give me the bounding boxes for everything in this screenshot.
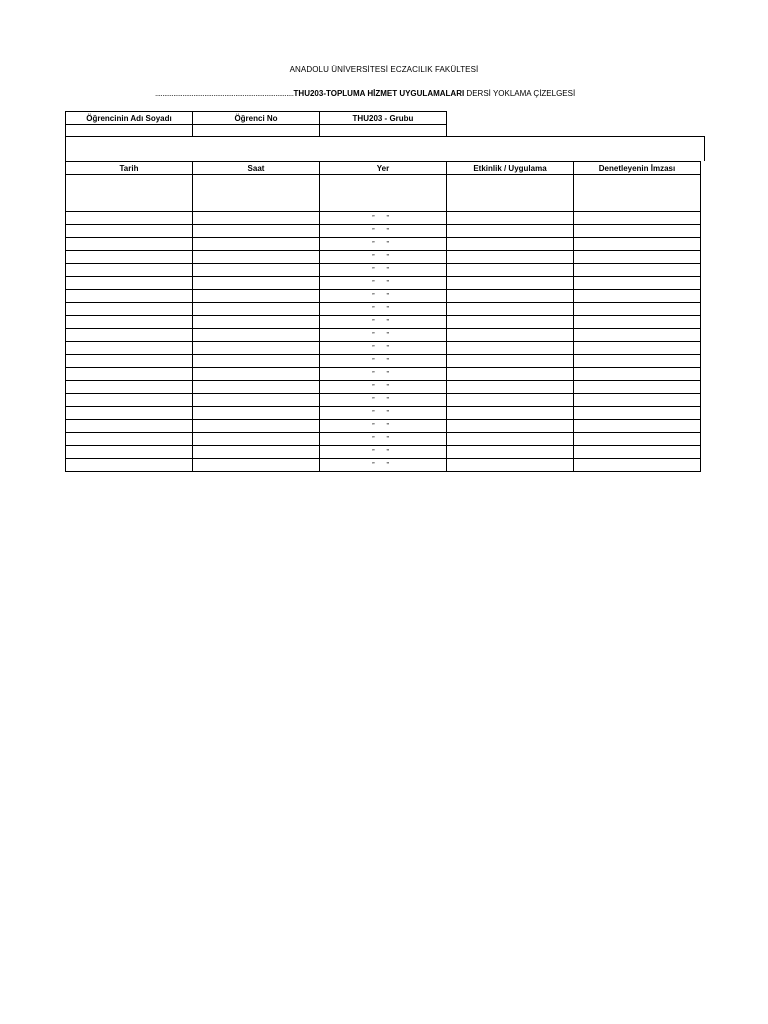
date-cell[interactable] <box>66 329 193 342</box>
place-cell[interactable] <box>320 420 447 433</box>
table-row <box>66 433 701 446</box>
time-cell[interactable] <box>193 277 320 290</box>
place-cell[interactable] <box>320 175 447 212</box>
signature-cell[interactable] <box>574 368 701 381</box>
date-cell[interactable] <box>66 175 193 212</box>
date-cell[interactable] <box>66 420 193 433</box>
date-cell[interactable] <box>66 407 193 420</box>
place-cell[interactable] <box>320 381 447 394</box>
ditto-mark: ” ” <box>372 345 394 352</box>
place-cell[interactable] <box>320 407 447 420</box>
time-cell[interactable] <box>193 290 320 303</box>
date-cell[interactable] <box>66 433 193 446</box>
activity-cell[interactable] <box>447 264 574 277</box>
header-place: Yer <box>320 162 447 175</box>
signature-cell[interactable] <box>574 446 701 459</box>
activity-cell[interactable] <box>447 459 574 472</box>
activity-cell[interactable] <box>447 368 574 381</box>
activity-cell[interactable] <box>447 433 574 446</box>
activity-cell[interactable] <box>447 446 574 459</box>
table-row <box>66 316 701 329</box>
time-cell[interactable] <box>193 446 320 459</box>
ditto-mark: ” ” <box>372 319 394 326</box>
signature-cell[interactable] <box>574 329 701 342</box>
activity-cell[interactable] <box>447 303 574 316</box>
activity-cell[interactable] <box>447 342 574 355</box>
subtitle-dots: ............................................................................ <box>155 89 294 98</box>
activity-cell[interactable] <box>447 420 574 433</box>
date-cell[interactable] <box>66 251 193 264</box>
time-cell[interactable] <box>193 225 320 238</box>
time-cell[interactable] <box>193 175 320 212</box>
place-cell[interactable] <box>320 329 447 342</box>
student-no-cell[interactable] <box>193 125 320 137</box>
activity-cell[interactable] <box>447 355 574 368</box>
place-cell[interactable] <box>320 368 447 381</box>
time-cell[interactable] <box>193 251 320 264</box>
date-cell[interactable] <box>66 368 193 381</box>
time-cell[interactable] <box>193 238 320 251</box>
signature-cell[interactable] <box>574 407 701 420</box>
time-cell[interactable] <box>193 407 320 420</box>
place-cell[interactable] <box>320 342 447 355</box>
place-cell[interactable] <box>320 225 447 238</box>
time-cell[interactable] <box>193 316 320 329</box>
signature-cell[interactable] <box>574 264 701 277</box>
date-cell[interactable] <box>66 381 193 394</box>
subtitle-course: THU203-TOPLUMA HİZMET UYGULAMALARI <box>293 89 465 98</box>
place-cell[interactable] <box>320 238 447 251</box>
table-row <box>66 342 701 355</box>
time-cell[interactable] <box>193 420 320 433</box>
activity-cell[interactable] <box>447 316 574 329</box>
signature-cell[interactable] <box>574 212 701 225</box>
ditto-mark: ” ” <box>372 384 394 391</box>
place-cell[interactable] <box>320 394 447 407</box>
signature-cell[interactable] <box>574 303 701 316</box>
place-cell[interactable] <box>320 459 447 472</box>
ditto-mark: ” ” <box>372 371 394 378</box>
activity-cell[interactable] <box>447 381 574 394</box>
table-row <box>66 225 701 238</box>
date-cell[interactable] <box>66 212 193 225</box>
place-cell[interactable] <box>320 433 447 446</box>
faculty-title: ANADOLU ÜNİVERSİTESİ ECZACILIK FAKÜLTESİ <box>289 65 479 74</box>
signature-cell[interactable] <box>574 251 701 264</box>
place-cell[interactable] <box>320 290 447 303</box>
date-cell[interactable] <box>66 459 193 472</box>
header-signature: Denetleyenin İmzası <box>574 162 701 175</box>
activity-cell[interactable] <box>447 225 574 238</box>
place-cell[interactable] <box>320 446 447 459</box>
table-row <box>66 420 701 433</box>
signature-cell[interactable] <box>574 381 701 394</box>
table-row <box>66 459 701 472</box>
place-cell[interactable] <box>320 303 447 316</box>
activity-cell[interactable] <box>447 251 574 264</box>
date-cell[interactable] <box>66 290 193 303</box>
ditto-mark: ” ” <box>372 436 394 443</box>
header-activity: Etkinlik / Uygulama <box>447 162 574 175</box>
blank-area <box>65 136 705 161</box>
time-cell[interactable] <box>193 381 320 394</box>
signature-cell[interactable] <box>574 316 701 329</box>
header-group: THU203 - Grubu <box>320 112 447 125</box>
ditto-mark: ” ” <box>372 449 394 456</box>
date-cell[interactable] <box>66 316 193 329</box>
date-cell[interactable] <box>66 394 193 407</box>
time-cell[interactable] <box>193 355 320 368</box>
student-info-table <box>65 111 447 137</box>
table-row <box>66 446 701 459</box>
table-row <box>66 238 701 251</box>
student-name-cell[interactable] <box>66 125 193 137</box>
date-cell[interactable] <box>66 355 193 368</box>
table-row <box>66 394 701 407</box>
header-date: Tarih <box>66 162 193 175</box>
ditto-mark: ” ” <box>372 241 394 248</box>
signature-cell[interactable] <box>574 459 701 472</box>
subtitle-rest: DERSİ YOKLAMA ÇİZELGESİ <box>464 89 576 98</box>
document-subtitle <box>155 89 575 98</box>
signature-cell[interactable] <box>574 394 701 407</box>
activity-cell[interactable] <box>447 175 574 212</box>
activity-cell[interactable] <box>447 290 574 303</box>
date-cell[interactable] <box>66 264 193 277</box>
ditto-mark: ” ” <box>372 254 394 261</box>
date-cell[interactable] <box>66 342 193 355</box>
ditto-mark: ” ” <box>372 280 394 287</box>
signature-cell[interactable] <box>574 433 701 446</box>
table-row <box>66 303 701 316</box>
signature-cell[interactable] <box>574 277 701 290</box>
signature-cell[interactable] <box>574 225 701 238</box>
date-cell[interactable] <box>66 303 193 316</box>
date-cell[interactable] <box>66 225 193 238</box>
signature-cell[interactable] <box>574 355 701 368</box>
table-row <box>66 277 701 290</box>
signature-cell[interactable] <box>574 238 701 251</box>
ditto-mark: ” ” <box>372 228 394 235</box>
table-row <box>66 251 701 264</box>
ditto-mark: ” ” <box>372 397 394 404</box>
place-cell[interactable] <box>320 277 447 290</box>
activity-cell[interactable] <box>447 277 574 290</box>
header-student-no: Öğrenci No <box>193 112 320 125</box>
place-cell[interactable] <box>320 355 447 368</box>
table-row <box>66 329 701 342</box>
ditto-mark: ” ” <box>372 306 394 313</box>
table-row <box>66 175 701 212</box>
activity-cell[interactable] <box>447 329 574 342</box>
ditto-mark: ” ” <box>372 423 394 430</box>
signature-cell[interactable] <box>574 290 701 303</box>
ditto-mark: ” ” <box>372 215 394 222</box>
date-cell[interactable] <box>66 238 193 251</box>
time-cell[interactable] <box>193 212 320 225</box>
ditto-mark: ” ” <box>372 293 394 300</box>
signature-cell[interactable] <box>574 342 701 355</box>
time-cell[interactable] <box>193 329 320 342</box>
ditto-mark: ” ” <box>372 332 394 339</box>
table-row <box>66 368 701 381</box>
table-row <box>66 212 701 225</box>
time-cell[interactable] <box>193 303 320 316</box>
time-cell[interactable] <box>193 394 320 407</box>
activity-cell[interactable] <box>447 394 574 407</box>
place-cell[interactable] <box>320 316 447 329</box>
place-cell[interactable] <box>320 251 447 264</box>
ditto-mark: ” ” <box>372 358 394 365</box>
ditto-mark: ” ” <box>372 267 394 274</box>
time-cell[interactable] <box>193 368 320 381</box>
time-cell[interactable] <box>193 342 320 355</box>
signature-cell[interactable] <box>574 420 701 433</box>
signature-cell[interactable] <box>574 175 701 212</box>
table-row <box>66 407 701 420</box>
place-cell[interactable] <box>320 264 447 277</box>
ditto-mark: ” ” <box>372 410 394 417</box>
activity-cell[interactable] <box>447 407 574 420</box>
group-cell[interactable] <box>320 125 447 137</box>
header-student-name: Öğrencinin Adı Soyadı <box>66 112 193 125</box>
table-row <box>66 355 701 368</box>
date-cell[interactable] <box>66 277 193 290</box>
attendance-rows <box>66 212 701 472</box>
date-cell[interactable] <box>66 446 193 459</box>
header-time: Saat <box>193 162 320 175</box>
time-cell[interactable] <box>193 433 320 446</box>
table-row <box>66 264 701 277</box>
time-cell[interactable] <box>193 264 320 277</box>
place-cell[interactable] <box>320 212 447 225</box>
activity-cell[interactable] <box>447 212 574 225</box>
ditto-mark: ” ” <box>372 462 394 469</box>
time-cell[interactable] <box>193 459 320 472</box>
table-row <box>66 381 701 394</box>
attendance-table <box>65 161 701 472</box>
activity-cell[interactable] <box>447 238 574 251</box>
table-row <box>66 290 701 303</box>
